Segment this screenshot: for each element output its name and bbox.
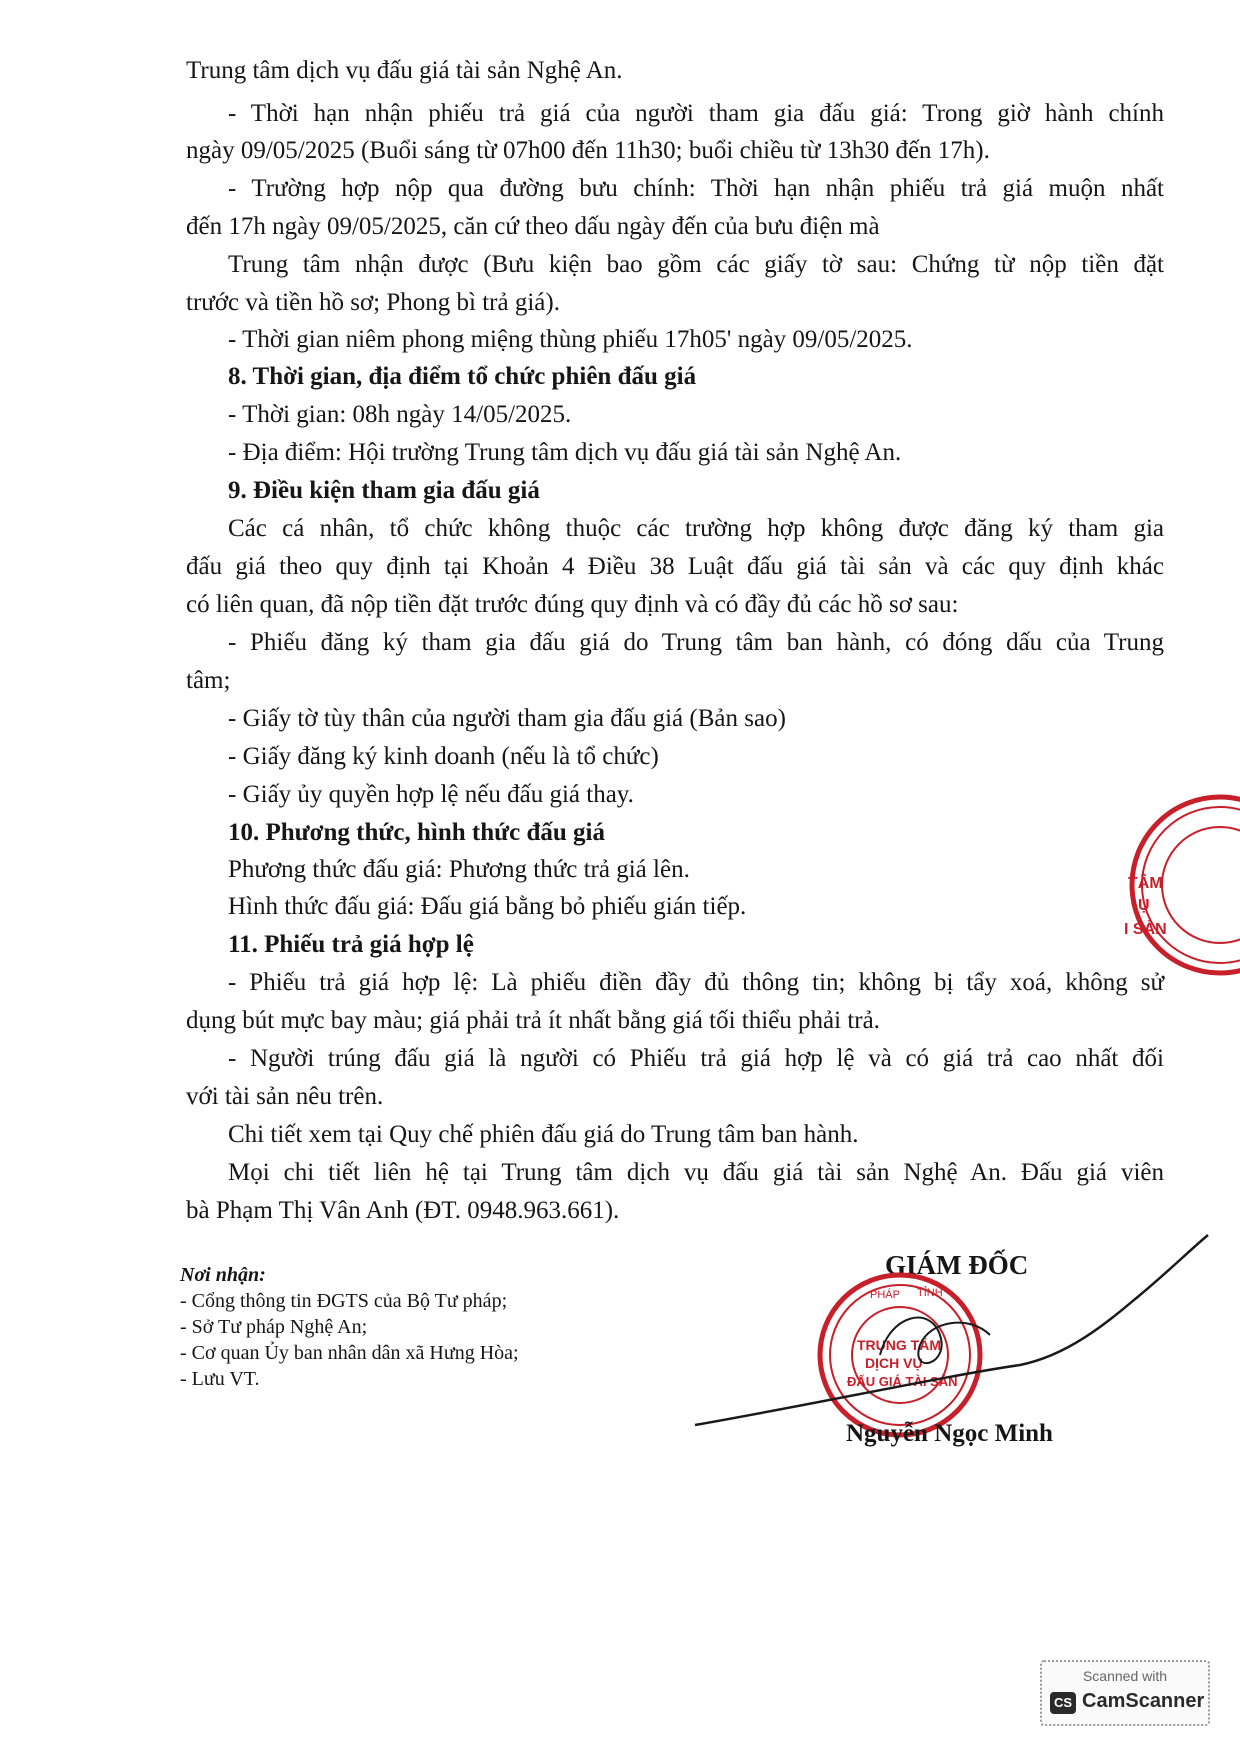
recipient-item: - Sở Tư pháp Nghệ An; — [180, 1316, 368, 1338]
recipients-block — [180, 1262, 519, 1392]
badge-caption: Scanned with — [1082, 1668, 1168, 1684]
text-line: dụng bút mực bay màu; giá phải trả ít nhất bằng giá tối thiểu phải trả. — [186, 1007, 880, 1034]
signer-position: GIÁM ĐỐC — [885, 1250, 1029, 1280]
text-line: Phương thức đấu giá: Phương thức trả giá lên. — [228, 856, 690, 883]
text-line: - Phiếu trả giá hợp lệ: Là phiếu điền đầy đủ thông tin; không bị tẩy xoá, không sử — [228, 969, 1164, 996]
text-line: - Người trúng đấu giá là người có Phiếu trả giá hợp lệ và có giá trả cao nhất đối — [228, 1045, 1164, 1072]
section-heading: 9. Điều kiện tham gia đấu giá — [228, 477, 540, 504]
svg-text:PHÁP: PHÁP — [870, 1289, 900, 1301]
recipient-item: - Cổng thông tin ĐGTS của Bộ Tư pháp; — [180, 1290, 508, 1312]
text-line: - Địa điểm: Hội trường Trung tâm dịch vụ đấu giá tài sản Nghệ An. — [228, 439, 902, 466]
svg-text:TÂM: TÂM — [1128, 875, 1163, 892]
text-line: - Phiếu đăng ký tham gia đấu giá do Trung tâm ban hành, có đóng dấu của Trung — [228, 629, 1164, 656]
text-line: - Thời gian: 08h ngày 14/05/2025. — [228, 401, 572, 428]
text-line: - Thời gian niêm phong miệng thùng phiếu 17h05' ngày 09/05/2025. — [228, 326, 913, 353]
recipients-title: Nơi nhận: — [180, 1264, 266, 1286]
camscanner-logo-icon: CS — [1050, 1692, 1076, 1714]
text-line: ngày 09/05/2025 (Buổi sáng từ 07h00 đến 11h30; buổi chiều từ 13h30 đến 17h). — [186, 137, 990, 164]
svg-text:I SẢN: I SẢN — [1124, 921, 1167, 938]
svg-text:TRUNG TÂM: TRUNG TÂM — [857, 1337, 941, 1353]
text-line: có liên quan, đã nộp tiền đặt trước đúng quy định và có đầy đủ các hồ sơ sau: — [186, 591, 959, 618]
recipient-item: - Lưu VT. — [180, 1368, 260, 1390]
badge-brand: CamScanner — [1082, 1690, 1205, 1712]
svg-text:Ụ: Ụ — [1138, 897, 1150, 914]
text-line: - Giấy ủy quyền hợp lệ nếu đấu giá thay. — [228, 781, 634, 808]
signer-name: Nguyễn Ngọc Minh — [846, 1420, 1053, 1447]
svg-text:TỈNH: TỈNH — [917, 1287, 943, 1299]
text-line: trước và tiền hồ sơ; Phong bì trả giá). — [186, 289, 560, 316]
text-line: bà Phạm Thị Vân Anh (ĐT. 0948.963.661). — [186, 1197, 620, 1224]
text-line: với tài sản nêu trên. — [186, 1083, 384, 1110]
text-line: Trung tâm dịch vụ đấu giá tài sản Nghệ An. — [186, 57, 623, 84]
text-line: - Trường hợp nộp qua đường bưu chính: Thời hạn nhận phiếu trả giá muộn nhất — [228, 175, 1164, 202]
svg-text:ĐẤU GIÁ TÀI SẢN: ĐẤU GIÁ TÀI SẢN — [847, 1374, 958, 1389]
side-seal-image — [1110, 790, 1240, 980]
section-heading: 8. Thời gian, địa điểm tổ chức phiên đấu giá — [228, 363, 697, 390]
recipient-item: - Cơ quan Ủy ban nhân dân xã Hưng Hòa; — [180, 1342, 519, 1364]
text-line: Trung tâm nhận được (Bưu kiện bao gồm các giấy tờ sau: Chứng từ nộp tiền đặt — [228, 251, 1164, 278]
camscanner-badge — [1040, 1660, 1210, 1726]
text-line: Chi tiết xem tại Quy chế phiên đấu giá do Trung tâm ban hành. — [228, 1121, 859, 1148]
section-heading: 11. Phiếu trả giá hợp lệ — [228, 931, 474, 958]
svg-text:DỊCH VỤ: DỊCH VỤ — [865, 1355, 923, 1371]
text-line: tâm; — [186, 667, 231, 694]
text-line: Các cá nhân, tổ chức không thuộc các trường hợp không được đăng ký tham gia — [228, 515, 1164, 542]
text-line: - Giấy đăng ký kinh doanh (nếu là tổ chức) — [228, 743, 659, 770]
text-line: - Giấy tờ tùy thân của người tham gia đấu giá (Bản sao) — [228, 705, 786, 732]
section-heading: 10. Phương thức, hình thức đấu giá — [228, 819, 605, 846]
text-line: đấu giá theo quy định tại Khoản 4 Điều 38 Luật đấu giá tài sản và các quy định khác — [186, 553, 1164, 580]
text-line: Hình thức đấu giá: Đấu giá bằng bỏ phiếu gián tiếp. — [228, 893, 747, 920]
handwritten-signature — [690, 1225, 1210, 1435]
text-line: - Thời hạn nhận phiếu trả giá của người tham gia đấu giá: Trong giờ hành chính — [228, 100, 1164, 127]
text-line: đến 17h ngày 09/05/2025, căn cứ theo dấu ngày đến của bưu điện mà — [186, 213, 880, 240]
text-line: Mọi chi tiết liên hệ tại Trung tâm dịch vụ đấu giá tài sản Nghệ An. Đấu giá viên — [228, 1159, 1164, 1186]
